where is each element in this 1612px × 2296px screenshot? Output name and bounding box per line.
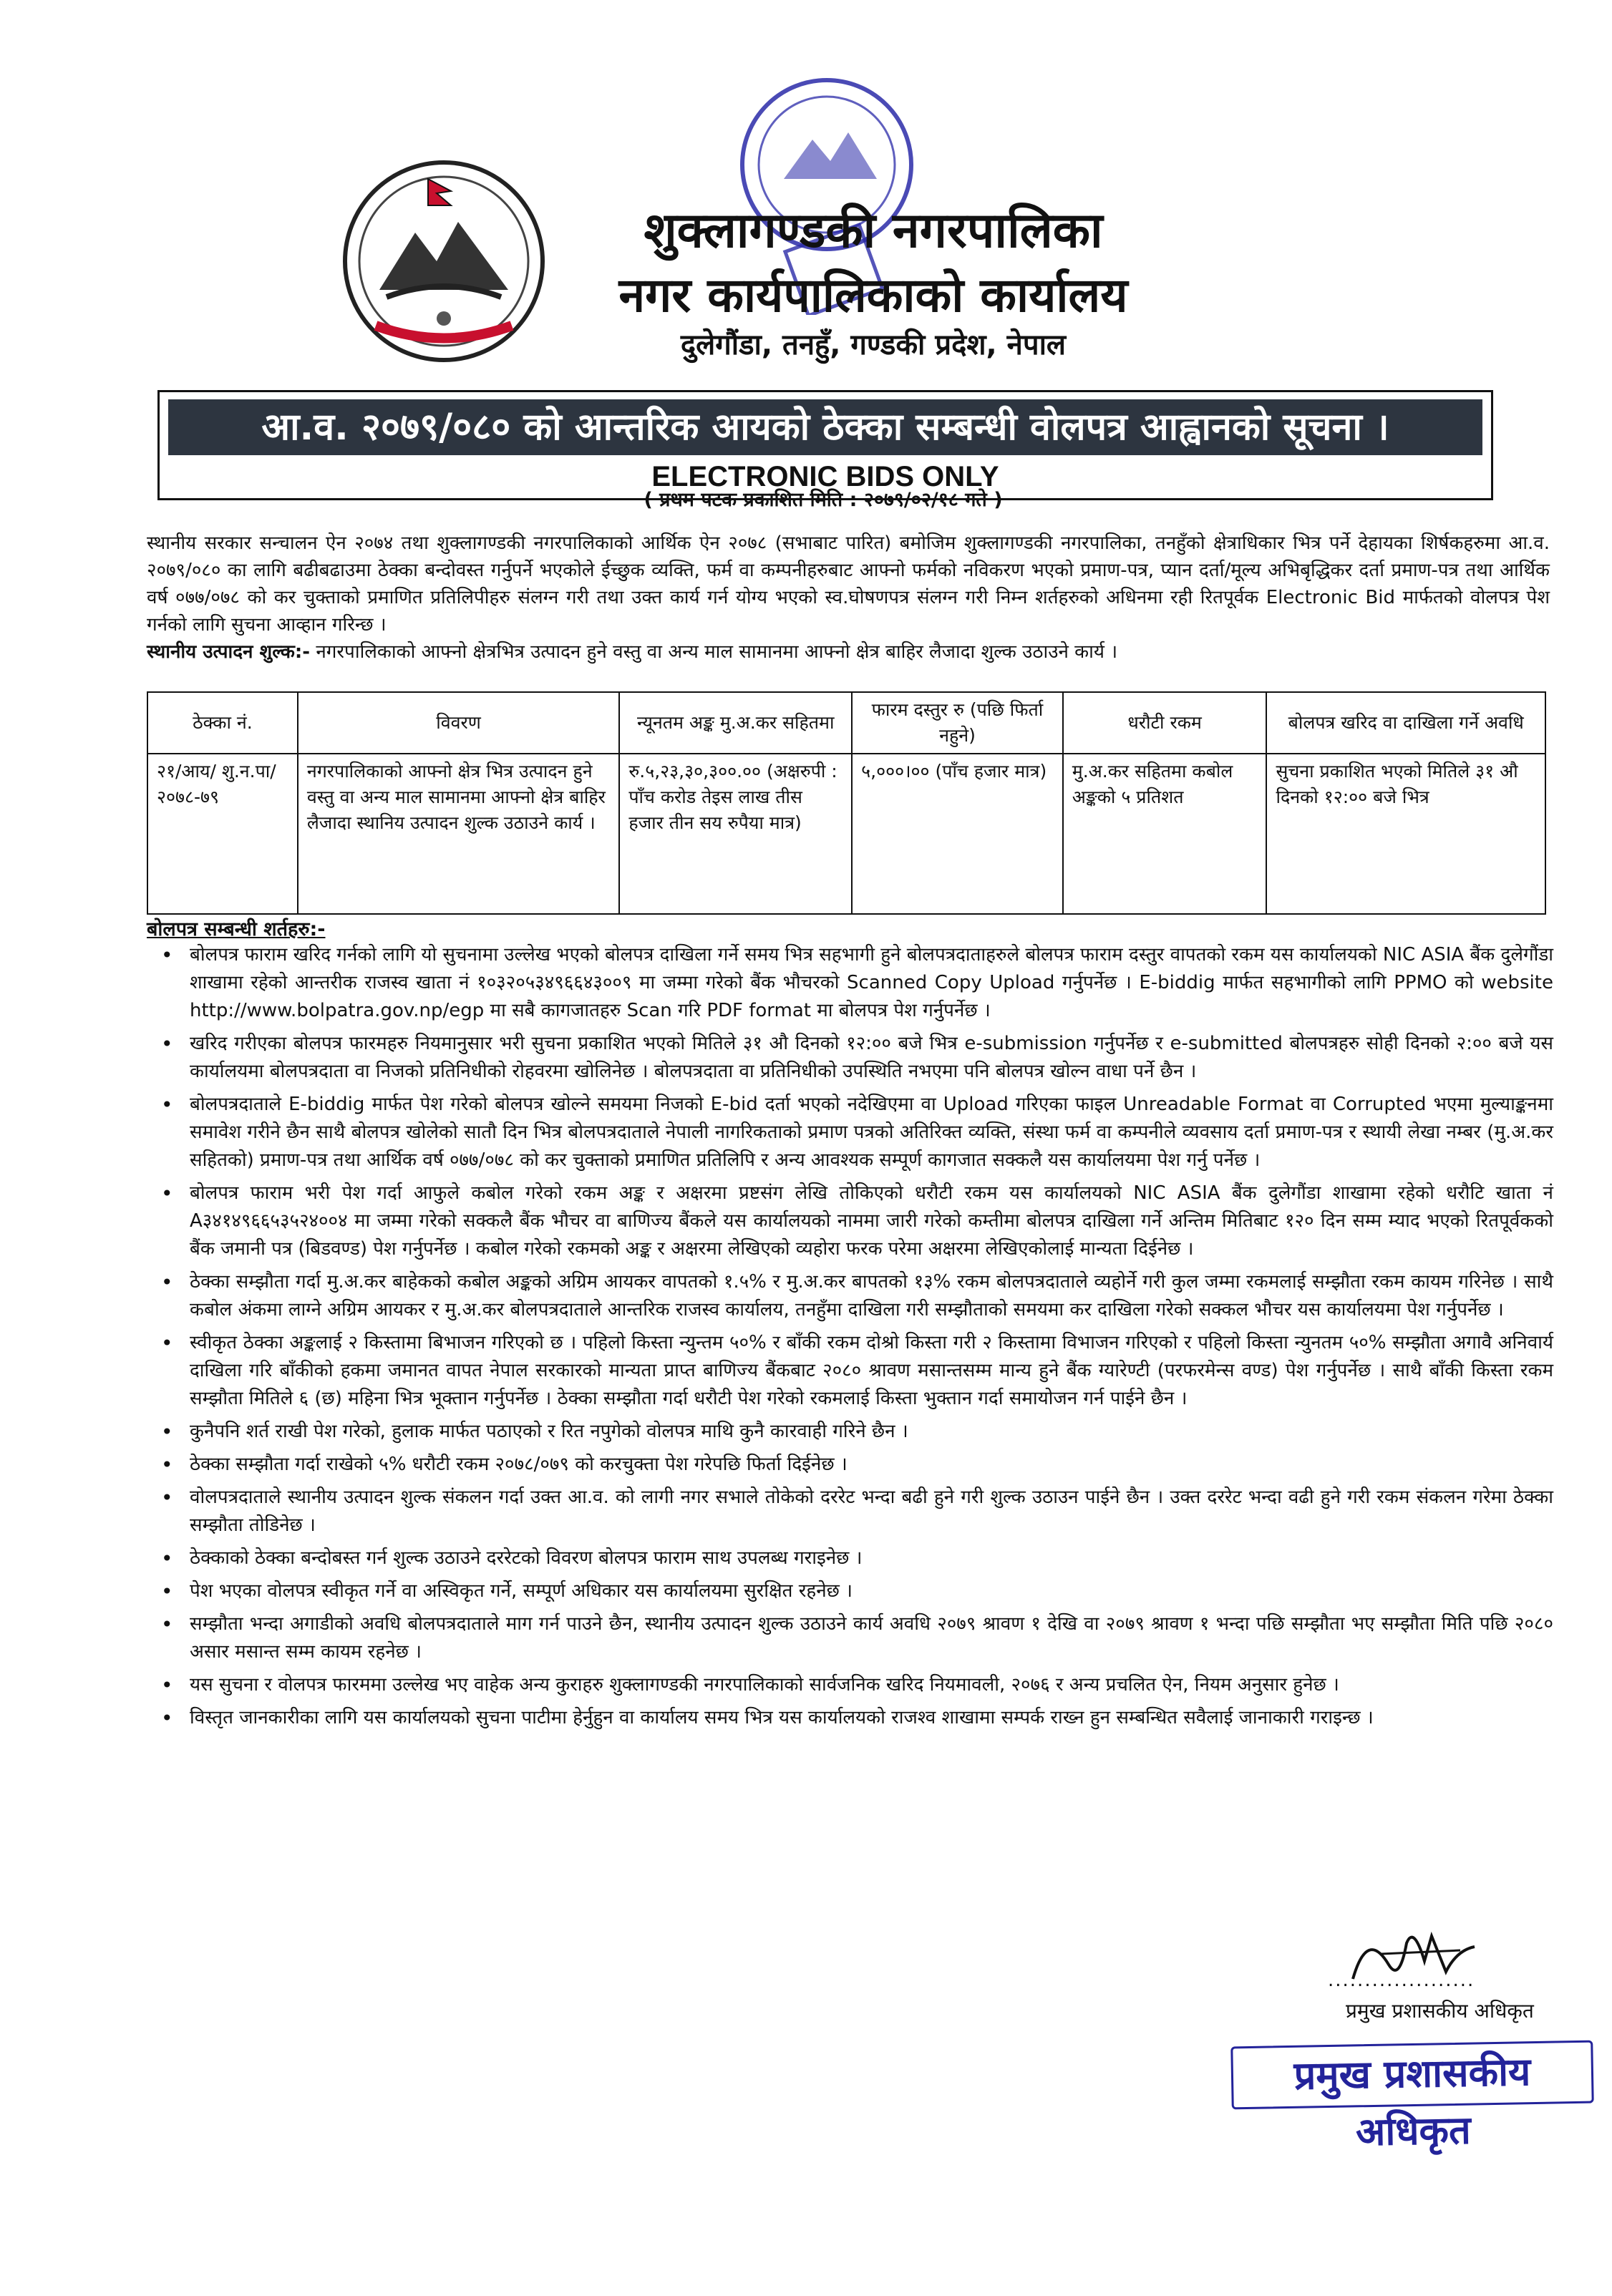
notice-title-banner <box>157 390 1493 500</box>
col-header-contract-no: ठेक्का नं. <box>147 692 298 754</box>
list-item <box>147 1671 1553 1699</box>
nepal-emblem-logo <box>336 154 551 369</box>
local-fee-label: स्थानीय उत्पादन शुल्क:- <box>147 641 311 663</box>
list-item <box>147 1704 1553 1732</box>
conditions-heading: बोलपत्र सम्बन्धी शर्तहरु:- <box>147 918 326 940</box>
condition-text: बोलपत्रदाताले E-biddig मार्फत पेश गरेको बोलपत्र खोल्ने समयमा निजको E-bid दर्ता भएको नदेखिएमा वा Upload गरिएका फाइल Unreadable Format वा Corrupted भएमा मुल्याङ्कनमा समावेश गरीने छैन साथै बोलपत्र खोलेको सातौ दिन भित्र बोलपत्रदाताले नेपाली नागरिकताको प्रमाण पत्रको अतिरिक्त व्यक्ति, संस्था फर्म वा कम्पनीले व्यवसाय दर्ता प्रमाण-पत्र र स्थायी लेखा नम्बर (मु.अ.कर सहितको) प्रमाण-पत्र तथा आर्थिक वर्ष ०७७/०७८ को कर चुक्ताको प्रमाणित प्रतिलिपि र अन्य आवश्यक सम्पूर्ण कागजात सक्कलै यस कार्यालयमा पेश गर्नु पर्नेछ । <box>190 1094 1553 1171</box>
intro-section <box>147 530 1550 666</box>
list-item <box>147 1545 1553 1572</box>
bullet-icon: • <box>161 1673 173 1697</box>
condition-text: ठेक्काको ठेक्का बन्दोबस्त गर्न शुल्क उठाउने दररेटको विवरण बोलपत्र फाराम साथ उपलब्ध गराइनेछ । <box>190 1547 863 1569</box>
cell-form-fee: ५,०००।०० (पाँच हजार मात्र) <box>852 754 1063 914</box>
list-item <box>147 1091 1553 1174</box>
col-header-form-fee: फारम दस्तुर रु (पछि फिर्ता नहुने) <box>852 692 1063 754</box>
list-item <box>147 1329 1553 1413</box>
conditions-list <box>147 941 1553 1737</box>
col-header-min-amount: न्यूनतम अङ्क मु.अ.कर सहितमा <box>619 692 852 754</box>
col-header-deadline: बोलपत्र खरिद वा दाखिला गर्ने अवधि <box>1266 692 1545 754</box>
bullet-icon: • <box>161 1093 173 1117</box>
cell-deadline: सुचना प्रकाशित भएको मितिले ३१ औ दिनको १२:०० बजे भित्र <box>1266 754 1545 914</box>
list-item <box>147 1451 1553 1479</box>
notice-subtitle: ELECTRONIC BIDS ONLY <box>651 461 999 492</box>
condition-text: खरिद गरीएका बोलपत्र फारमहरु नियमानुसार भरी सुचना प्रकाशित भएको मितिले ३१ औ दिनको १२:०० बजे भित्र e-submission गर्नुपर्नेछ र e-submitted बोलपत्रहरु सोही दिनको २:०० बजे यस कार्यालयमा बोलपत्रदाता वा निजको प्रतिनिधीको रोहवरमा खोलिनेछ । बोलपत्रदाता वा प्रतिनिधीको उपस्थिति नभएमा पनि बोलपत्र खोल्न वाधा पर्ने छैन । <box>190 1033 1553 1082</box>
bullet-icon: • <box>161 1182 173 1205</box>
condition-text: कुनैपनि शर्त राखी पेश गरेको, हुलाक मार्फत पठाएको र रित नपुगेको वोलपत्र माथि कुनै कारवाही गरिने छैन । <box>190 1421 908 1442</box>
list-item <box>147 1418 1553 1446</box>
condition-text: विस्तृत जानकारीका लागि यस कार्यालयको सुचना पाटीमा हेर्नुहुन वा कार्यालय समय भित्र यस कार्यालयको राजश्व शाखामा सम्पर्क राख्न हुन सम्बन्धित सवैलाई जानाकारी गराइन्छ । <box>190 1707 1374 1728</box>
bullet-icon: • <box>161 1612 173 1636</box>
list-item <box>147 1577 1553 1605</box>
notice-title: आ.व. २०७९/०८० को आन्तरिक आयको ठेक्का सम्बन्धी वोलपत्र आह्वानको सूचना । <box>168 399 1482 455</box>
tender-table <box>147 691 1546 915</box>
cell-description: नगरपालिकाको आफ्नो क्षेत्र भित्र उत्पादन हुने वस्तु वा अन्य माल सामानमा आफ्नो क्षेत्र बाहिर लैजादा स्थानिय उत्पादन शुल्क उठाउने कार्य । <box>298 754 620 914</box>
signature-line: .................... <box>1328 1970 1475 1991</box>
bullet-icon: • <box>161 1486 173 1509</box>
list-item <box>147 1030 1553 1086</box>
list-item <box>147 1268 1553 1324</box>
condition-text: बोलपत्र फाराम भरी पेश गर्दा आफुले कबोल गरेको रकम अङ्क र अक्षरमा प्रष्टसंग लेखि तोकिएको धरौटी रकम यस कार्यालयको NIC ASIA बैंक दुलेगौंडा शाखामा रहेको धरौटि खाता नं A३४१४९६६५३५२४००४ मा जम्मा गरेको सक्कलै बैंक भौचर वा बाणिज्य बैंकले यस कार्यालयको नाममा जारी गरेको कम्तीमा बोलपत्र दाखिला गर्ने अन्तिम मितिबाट १२० दिन सम्म म्याद भएको रितपूर्वकको बैंक जमानी पत्र (बिडवण्ड) पेश गर्नुपर्नेछ । कबोल गरेको रकमको अङ्क र अक्षरमा लेखिएको व्यहोरा फरक परेमा अक्षरमा लेखिएकोलाई मान्यता दिईनेछ । <box>190 1182 1553 1260</box>
bullet-icon: • <box>161 1547 173 1570</box>
condition-text: ठेक्का सम्झौता गर्दा मु.अ.कर बाहेकको कबोल अङ्कको अग्रिम आयकर वापतको १.५% र मु.अ.कर बापतको १३% रकम बोलपत्रदाताले व्यहोर्ने गरी कुल जम्मा रकमलाई सम्झौता रकम कायम गरिनेछ । साथै कबोल अंकमा लाग्ने अग्रिम आयकर र मु.अ.कर बोलपत्रदाताले आन्तरिक राजस्व कार्यालय, तनहुँमा दाखिला गरी सम्झौताको समयमा कर दाखिला गरेको सक्कल भौचर यस कार्यालयमा पेश गर्नुपर्नेछ । <box>190 1271 1553 1320</box>
bullet-icon: • <box>161 1580 173 1603</box>
publish-date: ( प्रथम पटक प्रकाशित मिति : २०७९/०२/१८ गते ) <box>644 489 1003 511</box>
condition-text: ठेक्का सम्झौता गर्दा राखेको ५% धरौटी रकम २०७८/०७९ को करचुक्ता पेश गरेपछि फिर्ता दिईनेछ । <box>190 1454 848 1475</box>
table-row <box>147 754 1545 914</box>
condition-text: यस सुचना र वोलपत्र फारममा उल्लेख भए वाहेक अन्य कुराहरु शुक्लागण्डकी नगरपालिकाको सार्वजनिक खरिद नियमावली, २०७६ र अन्य प्रचलित ऐन, नियम अनुसार हुनेछ । <box>190 1674 1339 1696</box>
col-header-description: विवरण <box>298 692 620 754</box>
condition-text: वोलपत्रदाताले स्थानीय उत्पादन शुल्क संकलन गर्दा उक्त आ.व. को लागी नगर सभाले तोकेको दररेट भन्दा बढी हुने गरी शुल्क उठाउन पाईने छैन । उक्त दररेट भन्दा वढी हुने गरी रकम संकलन गरेमा ठेक्का सम्झौता तोडिनेछ । <box>190 1487 1553 1536</box>
cell-deposit: मु.अ.कर सहितमा कबोल अङ्कको ५ प्रतिशत <box>1063 754 1267 914</box>
list-item <box>147 1484 1553 1539</box>
local-fee-text: नगरपालिकाको आफ्नो क्षेत्रभित्र उत्पादन हुने वस्तु वा अन्य माल सामानमा आफ्नो क्षेत्र बाहिर लैजादा शुल्क उठाउने कार्य । <box>316 641 1118 663</box>
list-item <box>147 1610 1553 1666</box>
cell-contract-no: २१/आय/ शु.न.पा/ २०७८-७९ <box>147 754 298 914</box>
bullet-icon: • <box>161 943 173 967</box>
office-name: नगर कार्यपालिकाको कार्यालय <box>618 268 1128 323</box>
condition-text: बोलपत्र फाराम खरिद गर्नको लागि यो सुचनामा उल्लेख भएको बोलपत्र दाखिला गर्ने समय भित्र सहभागी हुने बोलपत्रदाताहरुले बोलपत्र फाराम दस्तुर वापतको रकम यस कार्यालयको NIC ASIA बैंक दुलेगौंडा शाखामा रहेको आन्तरीक राजस्व खाता नं १०३२०५३४९६६४३००९ मा जम्मा गरेको बैंक भौचरको Scanned Copy Upload गर्नुपर्नेछ । E-biddig मार्फत सहभागीको लागि PPMO को website http://www.bolpatra.gov.np/egp मा सबै कागजातहरु Scan गरि PDF format मा बोलपत्र पेश गर्नुपर्नेछ । <box>190 944 1553 1021</box>
municipality-name: शुक्लागण्डकी नगरपालिका <box>644 203 1103 259</box>
signatory-title: प्रमुख प्रशासकीय अधिकृत <box>1346 1999 1534 2023</box>
col-header-deposit: धरौटी रकम <box>1063 692 1267 754</box>
condition-text: पेश भएका वोलपत्र स्वीकृत गर्ने वा अस्विकृत गर्ने, सम्पूर्ण अधिकार यस कार्यालयमा सुरक्षित रहनेछ । <box>190 1580 853 1602</box>
bullet-icon: • <box>161 1270 173 1294</box>
condition-text: सम्झौता भन्दा अगाडीको अवधि बोलपत्रदाताले माग गर्न पाउने छैन, स्थानीय उत्पादन शुल्क उठाउने कार्य अवधि २०७९ श्रावण १ देखि वा २०७९ श्रावण १ भन्दा पछि सम्झौता भए सम्झौता मिति पछि २०८० असार मसान्त सम्म कायम रहनेछ । <box>190 1613 1553 1663</box>
designation-stamp: प्रमुख प्रशासकीय अधिकृत <box>1230 2040 1593 2110</box>
list-item <box>147 941 1553 1025</box>
bullet-icon: • <box>161 1706 173 1730</box>
list-item <box>147 1179 1553 1263</box>
bullet-icon: • <box>161 1420 173 1444</box>
bullet-icon: • <box>161 1453 173 1477</box>
bullet-icon: • <box>161 1032 173 1056</box>
table-header-row <box>147 692 1545 754</box>
condition-text: स्वीकृत ठेक्का अङ्कलाई २ किस्तामा बिभाजन गरिएको छ । पहिलो किस्ता न्युन्तम ५०% र बाँकी रकम दोश्रो किस्ता गरी २ किस्तामा विभाजन गरिएको र पहिलो किस्ता न्युनतम ५०% सम्झौता अगावै अनिवार्य दाखिला गरि बाँकीको हकमा जमानत वापत नेपाल सरकारको मान्यता प्राप्त बाणिज्य बैंकबाट २०८० श्रावण मसान्तसम्म मान्य हुने बैंक ग्यारेण्टी (परफरमेन्स वण्ड) पेश गर्नुपर्नेछ । साथै बाँकी किस्ता रकम सम्झौता मितिले ६ (छ) महिना भित्र भूक्तान गर्नुपर्नेछ । ठेक्का सम्झौता गर्दा धरौटी पेश गरेको रकमलाई किस्ता भुक्तान गर्दा समायोजन गर्न पाईने छैन । <box>190 1332 1553 1409</box>
intro-paragraph: स्थानीय सरकार सन्चालन ऐन २०७४ तथा शुक्लागण्डकी नगरपालिकाको आर्थिक ऐन २०७८ (सभाबाट पारित) बमोजिम शुक्लागण्डकी नगरपालिका, तनहुँको क्षेत्राधिकार भित्र पर्ने देहायका शिर्षकहरुमा आ.व. २०७९/०८० का लागि बढीबढाउमा ठेक्का बन्दोवस्त गर्नुपर्ने भएकोले ईच्छुक व्यक्ति, फर्म वा कम्पनीहरुबाट आफ्नो फर्मको नविकरण भएको प्रमाण-पत्र, प्यान दर्ता/मूल्य अभिबृद्धिकर दर्ता प्रमाण-पत्र तथा आर्थिक वर्ष ०७७/०७८ को कर चुक्ताको प्रमाणित प्रतिलिपीहरु संलग्न गरी तथा उक्त कार्य गर्न योग्य भएको स्व.घोषणपत्र संलग्न गरी निम्न शर्तहरुको अधिनमा रही रितपूर्वक Electronic Bid मार्फतको वोलपत्र पेश गर्नको लागि सुचना आव्हान गरिन्छ । <box>147 532 1550 636</box>
bullet-icon: • <box>161 1331 173 1355</box>
office-address: दुलेगौंडा, तनहुँ, गण्डकी प्रदेश, नेपाल <box>680 329 1067 361</box>
cell-min-amount: रु.५,२३,३०,३००.०० (अक्षरुपी : पाँच करोड तेइस लाख तीस हजार तीन सय रुपैया मात्र) <box>619 754 852 914</box>
